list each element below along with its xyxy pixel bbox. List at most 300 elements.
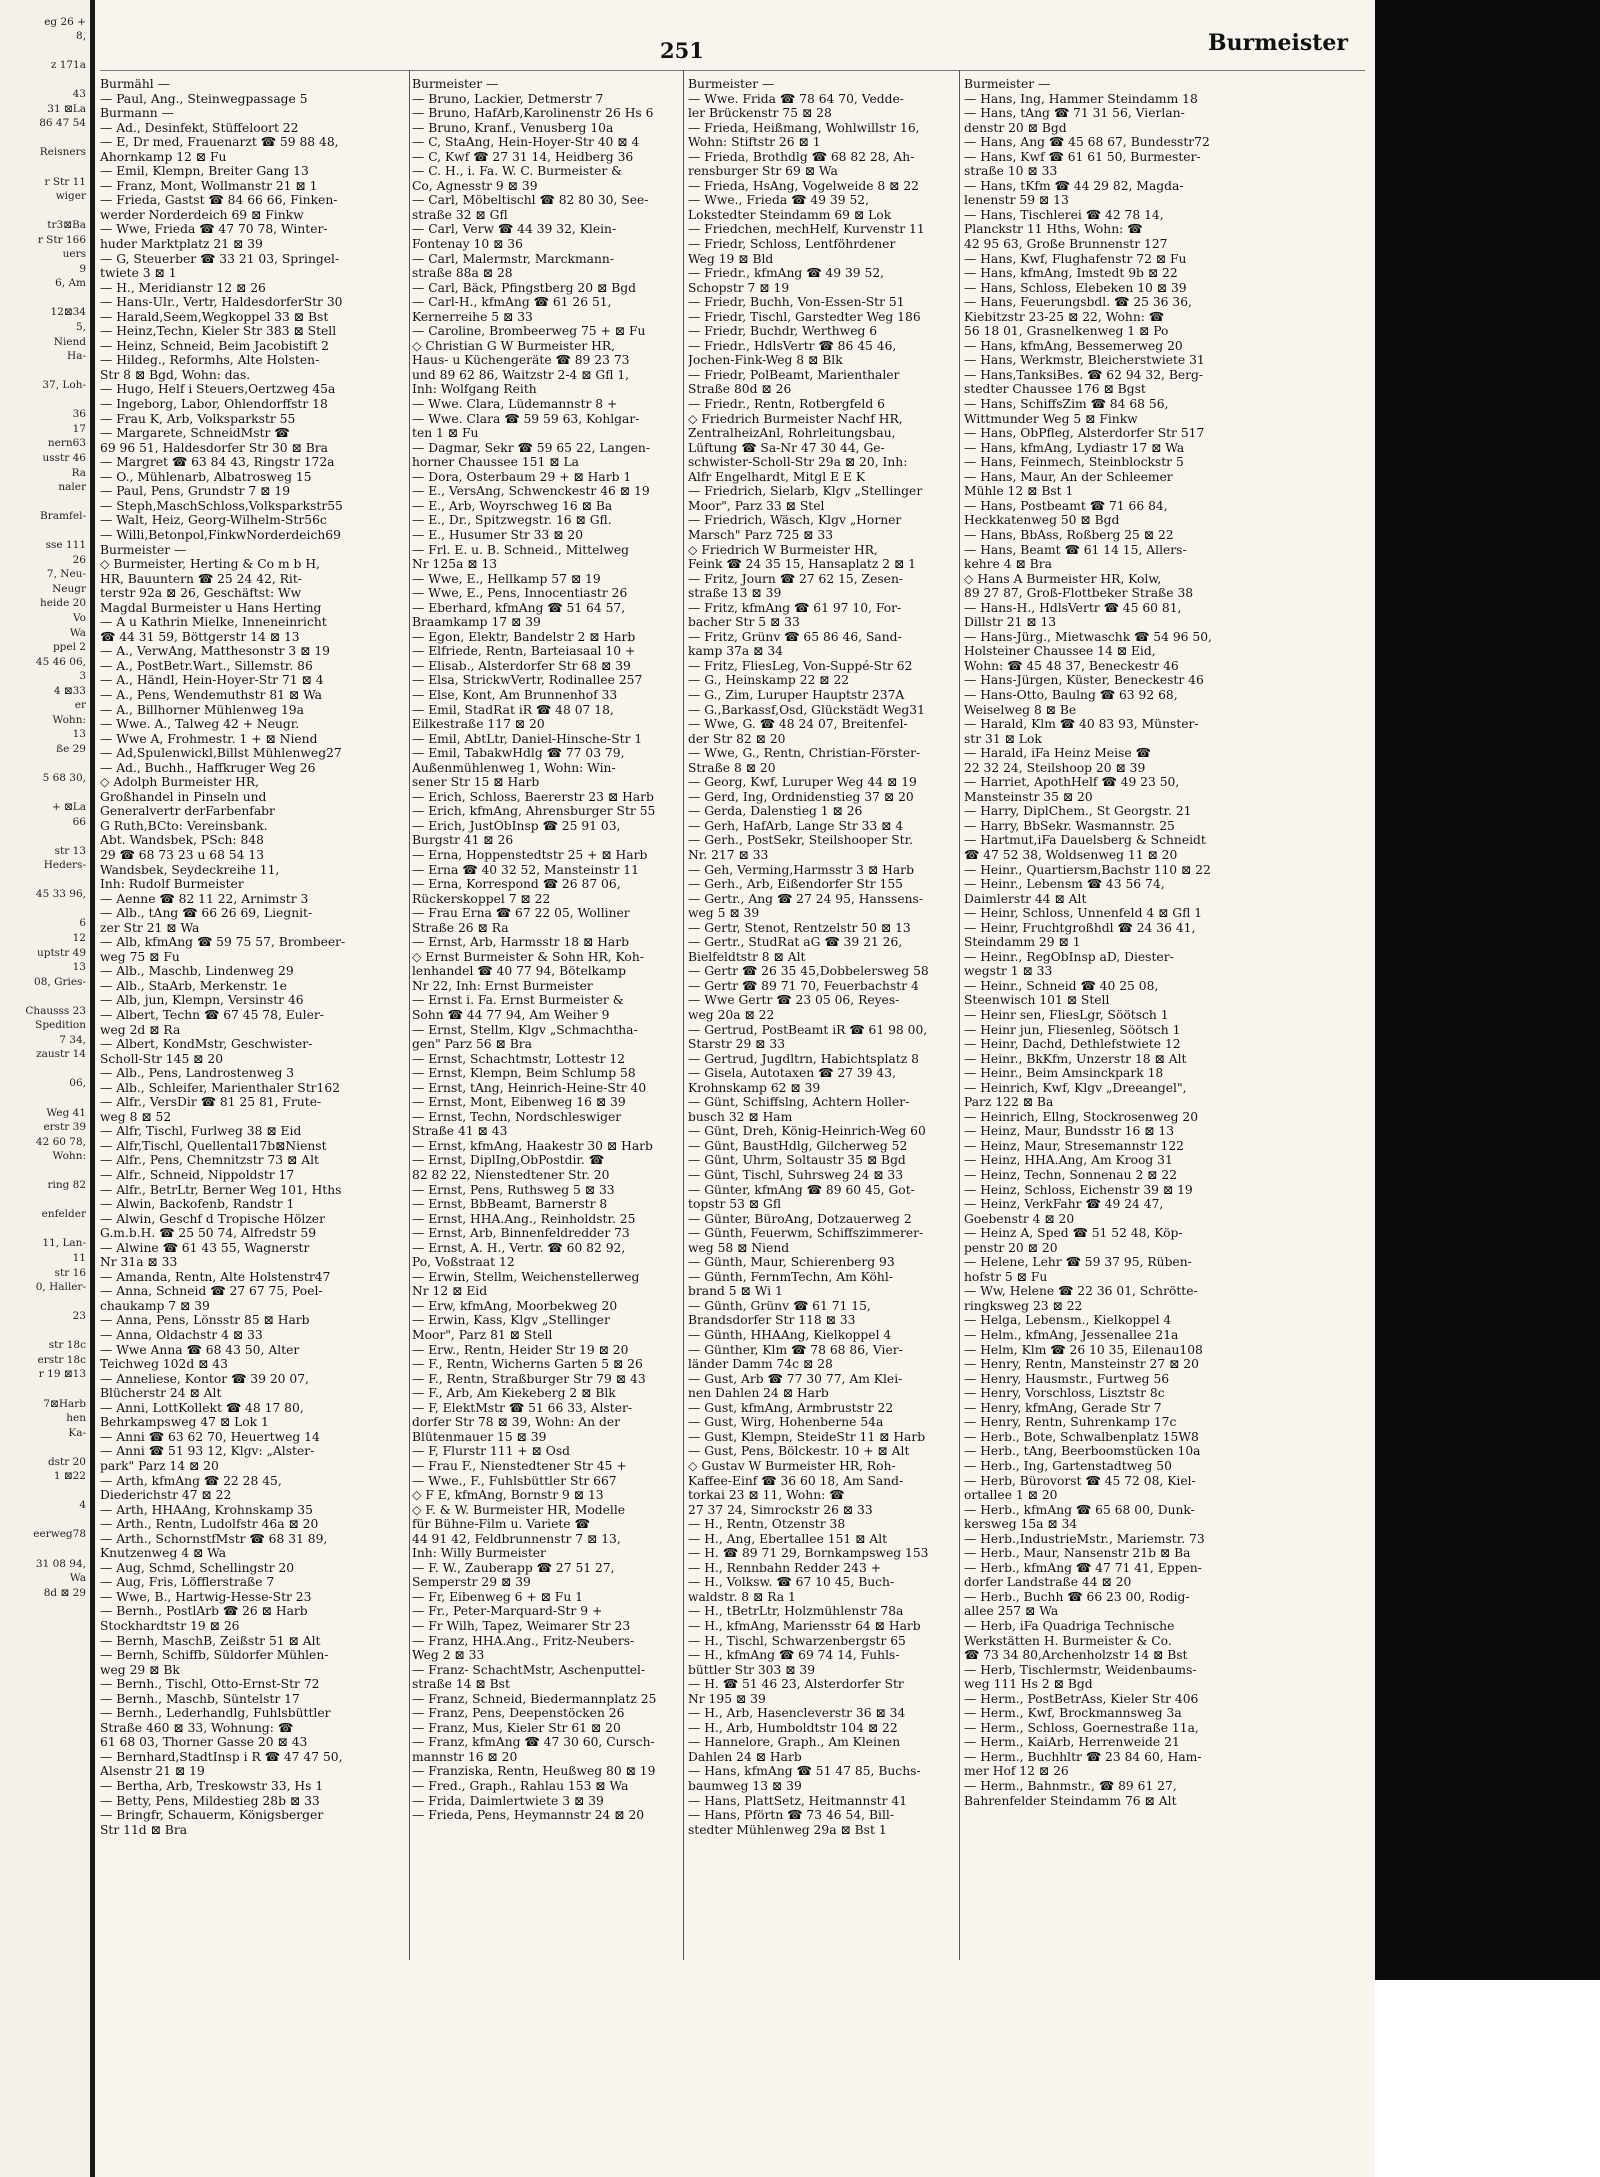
header-rule (100, 70, 1365, 71)
gutter-text-fragment: ring 82 (47, 1179, 86, 1192)
directory-entry-line: — Herm., PostBetrAss, Kieler Str 406 (964, 1691, 1199, 1706)
directory-entry-line: — Herb., Buchh ☎ 66 23 00, Rodig- (964, 1589, 1190, 1604)
directory-entry-line: — Hans, PlattSetz, Heitmannstr 41 (688, 1793, 908, 1808)
directory-entry-line: Rückerskoppel 7 ⊠ 22 (412, 891, 551, 906)
directory-entry-line: — Fr., Peter-Marquard-Str 9 + (412, 1604, 603, 1619)
directory-entry-line: werder Norderdeich 69 ⊠ Finkw (100, 207, 304, 222)
directory-entry-line: Lüftung ☎ Sa-Nr 47 30 44, Ge- (688, 440, 885, 455)
directory-entry-line: Str 8 ⊠ Bgd, Wohn: das. (100, 367, 251, 382)
gutter-text-fragment: 8, (75, 30, 86, 43)
directory-entry-line: — H., Volksw. ☎ 67 10 45, Buch- (688, 1575, 895, 1590)
directory-entry-line: — H., kfmAng, Mariensstr 64 ⊠ Harb (688, 1618, 921, 1633)
gutter-text-fragment: eg 26 + (44, 15, 86, 28)
directory-entry-line: — F. W., Zauberapp ☎ 27 51 27, (412, 1560, 615, 1575)
directory-entry-line: — Wwe Gertr ☎ 23 05 06, Reyes- (688, 993, 900, 1008)
directory-entry-line: ◇ Hans A Burmeister HR, Kolw, (964, 571, 1162, 586)
gutter-text-fragment (0, 1484, 90, 1499)
gutter-text-fragment: 7⊠Harb (43, 1397, 86, 1410)
directory-entry-line: Burmeister — (100, 542, 187, 557)
directory-entry-line: — Herm., KaiArb, Herrenweide 21 (964, 1735, 1180, 1750)
directory-entry-line: — Harry, DiplChem., St Georgstr. 21 (964, 804, 1192, 819)
gutter-text-fragment: Wa (69, 626, 86, 639)
directory-entry-line: — Wwe A, Frohmestr. 1 + ⊠ Niend (100, 731, 318, 746)
directory-entry-line: — Helga, Lebensm., Kielkoppel 4 (964, 1313, 1172, 1328)
directory-entry-line: — Günt, BaustHdlg, Gilcherweg 52 (688, 1138, 908, 1153)
directory-entry-line: Kaffee-Einf ☎ 36 60 18, Am Sand- (688, 1473, 904, 1488)
directory-entry-line: Kiebitzstr 23-25 ⊠ 22, Wohn: ☎ (964, 309, 1165, 324)
directory-entry-line: — Herb., Ing, Gartenstadtweg 50 (964, 1458, 1172, 1473)
directory-entry-line: Steenwisch 101 ⊠ Stell (964, 993, 1110, 1008)
directory-entry-line: — Franz, kfmAng ☎ 47 30 60, Cursch- (412, 1735, 655, 1750)
directory-entry-line: — Frau Erna ☎ 67 22 05, Wolliner (412, 906, 630, 921)
directory-entry-line: — Wwe, Frieda ☎ 47 70 78, Winter- (100, 222, 328, 237)
directory-entry-line: Scholl-Str 145 ⊠ 20 (100, 1051, 224, 1066)
directory-entry-line: — Günt, Tischl, Suhrsweg 24 ⊠ 33 (688, 1168, 904, 1183)
directory-entry-line: — Gertr ☎ 89 71 70, Feuerbachstr 4 (688, 978, 919, 993)
gutter-text-fragment: 45 33 96, (35, 888, 86, 901)
directory-entry-line: — Alfr, Tischl, Furlweg 38 ⊠ Eid (100, 1124, 302, 1139)
directory-entry-line: Starstr 29 ⊠ 33 (688, 1037, 786, 1052)
directory-entry-line: Burmeister — (964, 77, 1051, 91)
gutter-text-fragment: 36 (72, 408, 86, 421)
directory-entry-line: — Herm., Kwf, Brockmannsweg 3a (964, 1706, 1182, 1721)
directory-entry-line: twiete 3 ⊠ 1 (100, 266, 177, 281)
directory-entry-line: — Heinz A, Sped ☎ 51 52 48, Köp- (964, 1226, 1183, 1241)
directory-entry-line: — Friedr, Buchh, Von-Essen-Str 51 (688, 295, 905, 310)
directory-entry-line: allee 257 ⊠ Wa (964, 1604, 1059, 1619)
directory-entry-line: — Bruno, Lackier, Detmerstr 7 (412, 91, 604, 106)
directory-entry-line: chaukamp 7 ⊠ 39 (100, 1298, 210, 1313)
directory-entry-line: — Fritz, FliesLeg, Von-Suppé-Str 62 (688, 658, 913, 673)
gutter-text-fragment (0, 1295, 90, 1310)
gutter-text-fragment: 6, Am (55, 277, 86, 290)
directory-entry-line: — Frieda, Heißmang, Wohlwillstr 16, (688, 120, 920, 135)
directory-entry-line: — Günth, HHAAng, Kielkoppel 4 (688, 1328, 892, 1343)
directory-entry-line: denstr 20 ⊠ Bgd (964, 120, 1067, 135)
gutter-text-fragment: 23 (72, 1310, 86, 1323)
directory-entry-line: — Hans-Jürgen, Küster, Beneckestr 46 (964, 673, 1204, 688)
directory-entry-line: — Helm., kfmAng, Jessenallee 21a (964, 1328, 1179, 1343)
directory-entry-line: — Gerh., PostSekr, Steilshooper Str. (688, 833, 914, 848)
directory-entry-line: — Anna, Oldachstr 4 ⊠ 33 (100, 1328, 263, 1343)
directory-entry-line: — Bernh, Schiffb, Süldorfer Mühlen- (100, 1648, 329, 1663)
gutter-text-fragment: 86 47 54 (39, 117, 86, 130)
gutter-text-fragment: 45 46 06, (35, 655, 86, 668)
directory-entry-line: — Alb., Maschb, Lindenweg 29 (100, 964, 294, 979)
directory-entry-line: — Wwe. Clara, Lüdemannstr 8 + (412, 397, 618, 412)
directory-entry-line: penstr 20 ⊠ 20 (964, 1240, 1058, 1255)
directory-entry-line: — Wwe, E., Pens, Innocentiastr 26 (412, 586, 628, 601)
gutter-text-fragment: Vo (73, 611, 86, 624)
directory-entry-line: — Alfr,Tischl, Quellental17b⊠Nienst (100, 1138, 327, 1153)
directory-entry-line: — Hans, ObPfleg, Alsterdorfer Str 517 (964, 426, 1205, 441)
directory-entry-line: — Frau K, Arb, Volksparkstr 55 (100, 411, 296, 426)
directory-entry-line: — H. ☎ 51 46 23, Alsterdorfer Str (688, 1677, 904, 1692)
gutter-text-fragment: 3 (79, 670, 86, 683)
directory-entry-line: — Ad., Desinfekt, Stüffeloort 22 (100, 120, 299, 135)
directory-entry-line: weg 2d ⊠ Ra (100, 1022, 181, 1037)
directory-entry-line: — Margret ☎ 63 84 43, Ringstr 172a (100, 455, 335, 470)
directory-entry-line: 22 32 24, Steilshoop 20 ⊠ 39 (964, 760, 1146, 775)
gutter-text-fragment (0, 495, 90, 510)
gutter-text-fragment: 8d ⊠ 29 (43, 1586, 86, 1599)
directory-entry-line: — Else, Kont, Am Brunnenhof 33 (412, 687, 618, 702)
directory-entry-line: — Carl, Möbeltischl ☎ 82 80 30, See- (412, 193, 649, 208)
directory-entry-line: — Friedrich, Sielarb, Klgv „Stellinger (688, 484, 923, 499)
directory-entry-line: 89 27 87, Groß-Flottbeker Straße 38 (964, 586, 1194, 601)
gutter-text-fragment: erstr 39 (43, 1121, 86, 1134)
gutter-text-fragment: uers (62, 248, 86, 261)
directory-column (688, 77, 958, 1957)
directory-entry-line: Außenmühlenweg 1, Wohn: Win- (412, 760, 616, 775)
directory-entry-line: — Hartmut,iFa Dauelsberg & Schneidt (964, 833, 1206, 848)
directory-entry-line: — Franz, Mont, Wollmanstr 21 ⊠ 1 (100, 178, 318, 193)
directory-entry-line: — Heinz, Maur, Bundsstr 16 ⊠ 13 (964, 1124, 1175, 1139)
gutter-text-fragment: 42 60 78, (35, 1135, 86, 1148)
directory-entry-line: — Emil, Klempn, Breiter Gang 13 (100, 164, 309, 179)
directory-entry-line: — Fritz, Grünv ☎ 65 86 46, Sand- (688, 629, 902, 644)
directory-entry-line: — Wwe, E., Hellkamp 57 ⊠ 19 (412, 571, 601, 586)
directory-entry-line: — Fr Wilh, Tapez, Weimarer Str 23 (412, 1618, 631, 1633)
page-header (100, 30, 1360, 68)
directory-entry-line: — Hans, Pförtn ☎ 73 46 54, Bill- (688, 1808, 894, 1823)
directory-entry-line: Nr 31a ⊠ 33 (100, 1255, 178, 1270)
directory-entry-line: ◇ F E, kfmAng, Bornstr 9 ⊠ 13 (412, 1488, 604, 1503)
directory-entry-line: — Carl, Verw ☎ 44 39 32, Klein- (412, 222, 617, 237)
directory-entry-line: Mühle 12 ⊠ Bst 1 (964, 484, 1074, 499)
gutter-text-fragment: Spedition (35, 1019, 86, 1032)
directory-entry-line: ringksweg 23 ⊠ 22 (964, 1298, 1083, 1313)
directory-entry-line: — Alfr., Pens, Chemnitzstr 73 ⊠ Alt (100, 1153, 319, 1168)
gutter-text-fragment: Neugr (52, 582, 86, 595)
directory-entry-line: — Anna, Schneid ☎ 27 67 75, Poel- (100, 1284, 323, 1299)
gutter-text-fragment: 1 ⊠22 (53, 1470, 86, 1483)
directory-entry-line: — Frieda, HsAng, Vogelweide 8 ⊠ 22 (688, 178, 919, 193)
directory-entry-line: — Herb., kfmAng ☎ 65 68 00, Dunk- (964, 1502, 1195, 1517)
gutter-text-fragment: r Str 11 (44, 175, 86, 188)
directory-entry-line: — A., Pens, Wendemuthstr 81 ⊠ Wa (100, 687, 322, 702)
directory-entry-line: — Friedr, Tischl, Garstedter Weg 186 (688, 309, 921, 324)
directory-entry-line: — G, Steuerber ☎ 33 21 03, Springel- (100, 251, 340, 266)
directory-entry-line: — Wwe., Frieda ☎ 49 39 52, (688, 193, 870, 208)
directory-entry-line: — Hans, kfmAng ☎ 51 47 85, Buchs- (688, 1764, 921, 1779)
directory-entry-line: Behrkampsweg 47 ⊠ Lok 1 (100, 1415, 269, 1430)
directory-entry-line: mer Hof 12 ⊠ 26 (964, 1764, 1069, 1779)
directory-entry-line: — Gerh, HafArb, Lange Str 33 ⊠ 4 (688, 818, 904, 833)
directory-entry-line: — Herb, Bürovorst ☎ 45 72 08, Kiel- (964, 1473, 1196, 1488)
directory-entry-line: weg 8 ⊠ 52 (100, 1109, 172, 1124)
gutter-text-fragment: 43 (72, 88, 86, 101)
directory-entry-line: ◇ Christian G W Burmeister HR, (412, 338, 616, 353)
gutter-text-fragment (0, 1091, 90, 1106)
directory-entry-line: — Gisela, Autotaxen ☎ 27 39 43, (688, 1066, 896, 1081)
directory-entry-line: baumweg 13 ⊠ 39 (688, 1778, 802, 1793)
directory-entry-line: — Günth, Grünv ☎ 61 71 15, (688, 1298, 871, 1313)
directory-entry-line: Blücherstr 24 ⊠ Alt (100, 1386, 222, 1401)
directory-entry-line: — Alb., Pens, Landrostenweg 3 (100, 1066, 295, 1081)
directory-entry-line: — Ernst, Mont, Eibenweg 16 ⊠ 39 (412, 1095, 626, 1110)
directory-entry-line: — H., Meridianstr 12 ⊠ 26 (100, 280, 266, 295)
directory-entry-line: Wohn: ☎ 45 48 37, Beneckestr 46 (964, 658, 1179, 673)
directory-column (412, 77, 682, 1957)
directory-entry-line: Weg 2 ⊠ 33 (412, 1648, 485, 1663)
directory-entry-line: — Heinz, Techn, Sonnenau 2 ⊠ 22 (964, 1168, 1178, 1183)
directory-entry-line: Heckkatenweg 50 ⊠ Bgd (964, 513, 1120, 528)
gutter-text-fragment: str 13 (54, 844, 86, 857)
directory-entry-line: Nr. 217 ⊠ 33 (688, 847, 769, 862)
directory-entry-line: kehre 4 ⊠ Bra (964, 557, 1052, 572)
directory-entry-line: — Wwe. A., Talweg 42 + Neugr. (100, 717, 300, 732)
directory-entry-line: — Gertrud, Jugdltrn, Habichtsplatz 8 (688, 1051, 919, 1066)
directory-entry-line: ◇ Ernst Burmeister & Sohn HR, Koh- (412, 949, 644, 964)
directory-entry-line: — Frl. E. u. B. Schneid., Mittelweg (412, 542, 630, 557)
directory-entry-line: Generalvertr derFarbenfabr (100, 804, 275, 819)
directory-entry-line: — Hans, Tischlerei ☎ 42 78 14, (964, 207, 1164, 222)
directory-entry-line: hofstr 5 ⊠ Fu (964, 1269, 1048, 1284)
directory-entry-line: — Arth., SchornstfMstr ☎ 68 31 89, (100, 1531, 328, 1546)
gutter-text-fragment: 5 68 30, (42, 771, 86, 784)
directory-entry-line: Dahlen 24 ⊠ Harb (688, 1749, 802, 1764)
directory-entry-line: — Günt, Uhrm, Soltaustr 35 ⊠ Bgd (688, 1153, 906, 1168)
directory-entry-line: — Hans, Beamt ☎ 61 14 15, Allers- (964, 542, 1187, 557)
directory-entry-line: Steindamm 29 ⊠ 1 (964, 935, 1081, 950)
directory-entry-line: — Wwe., F., Fuhlsbüttler Str 667 (412, 1473, 617, 1488)
directory-entry-line: — Gertr, Stenot, Rentzelstr 50 ⊠ 13 (688, 920, 911, 935)
directory-entry-line: mannstr 16 ⊠ 20 (412, 1749, 518, 1764)
gutter-text-fragment (0, 393, 90, 408)
directory-entry-line: lenenstr 59 ⊠ 13 (964, 193, 1069, 208)
directory-entry-line: — Fritz, kfmAng ☎ 61 97 10, For- (688, 600, 902, 615)
directory-entry-line: — Betty, Pens, Mildestieg 28b ⊠ 33 (100, 1793, 320, 1808)
directory-entry-line: — F., Rentn, Wicherns Garten 5 ⊠ 26 (412, 1357, 643, 1372)
directory-entry-line: stedter Mühlenweg 29a ⊠ Bst 1 (688, 1822, 887, 1837)
running-head: Burmeister (1208, 30, 1348, 56)
directory-entry-line: Kernerreihe 5 ⊠ 33 (412, 309, 533, 324)
directory-entry-line: Daimlerstr 44 ⊠ Alt (964, 891, 1087, 906)
gutter-text-fragment (0, 786, 90, 801)
directory-entry-line: — Gertr ☎ 26 35 45,Dobbelersweg 58 (688, 964, 929, 979)
directory-column (100, 77, 404, 1957)
directory-entry-line: — Albert, Techn ☎ 67 45 78, Euler- (100, 1008, 324, 1022)
directory-entry-line: Diederichstr 47 ⊠ 22 (100, 1488, 232, 1503)
directory-entry-line: — Gerda, Dalenstieg 1 ⊠ 26 (688, 804, 863, 819)
directory-entry-line: — Bernh., Maschb, Süntelstr 17 (100, 1691, 300, 1706)
directory-entry-line: Straße 41 ⊠ 43 (412, 1124, 508, 1139)
directory-entry-line: — Egon, Elektr, Bandelstr 2 ⊠ Harb (412, 629, 636, 644)
directory-entry-line: — Bernh., Lederhandlg, Fuhlsbüttler (100, 1706, 331, 1721)
directory-entry-line: — Georg, Kwf, Luruper Weg 44 ⊠ 19 (688, 775, 917, 790)
directory-entry-line: 29 ☎ 68 73 23 u 68 54 13 (100, 847, 265, 862)
directory-entry-line: ◇ Friedrich Burmeister Nachf HR, (688, 411, 903, 426)
directory-entry-line: — A u Kathrin Mielke, Inneneinricht (100, 615, 327, 630)
directory-entry-line: gen" Parz 56 ⊠ Bra (412, 1037, 532, 1052)
directory-entry-line: — Franz, Pens, Deepenstöcken 26 (412, 1706, 625, 1721)
gutter-text-fragment (0, 1542, 90, 1557)
directory-entry-line: Straße 26 ⊠ Ra (412, 920, 509, 935)
directory-entry-line: — Hans, Feinmech, Steinblockstr 5 (964, 455, 1184, 470)
directory-entry-line: — Frida, Daimlertwiete 3 ⊠ 39 (412, 1793, 604, 1808)
directory-entry-line: — Elisab., Alsterdorfer Str 68 ⊠ 39 (412, 658, 631, 673)
directory-entry-line: busch 32 ⊠ Ham (688, 1109, 793, 1124)
directory-entry-line: str 31 ⊠ Lok (964, 731, 1042, 746)
gutter-text-fragment: 0, Haller- (35, 1281, 86, 1294)
directory-entry-line: Teichweg 102d ⊠ 43 (100, 1357, 228, 1372)
gutter-text-fragment: sse 111 (45, 539, 86, 552)
gutter-text-fragment (0, 902, 90, 917)
directory-entry-line: — Ad,Spulenwickl,Billst Mühlenweg27 (100, 746, 342, 761)
directory-entry-line: ◇ Friedrich W Burmeister HR, (688, 542, 878, 557)
directory-entry-line: — Frieda, Brothdlg ☎ 68 82 28, Ah- (688, 149, 915, 164)
gutter-text-fragment: 26 (72, 553, 86, 566)
directory-entry-line: Wandsbek, Seydeckreihe 11, (100, 862, 280, 877)
directory-entry-line: — Ernst, Schachtmstr, Lottestr 12 (412, 1051, 626, 1066)
directory-entry-line: — Steph,MaschSchloss,Volksparkstr55 (100, 498, 343, 513)
gutter-text-fragment: 12 (72, 932, 86, 944)
directory-entry-line: — A., Billhorner Mühlenweg 19a (100, 702, 304, 717)
directory-entry-line: — Ernst, Stellm, Klgv „Schmachtha- (412, 1022, 638, 1037)
directory-entry-line: — Friedr, Schloss, Lentföhrdener (688, 237, 896, 252)
directory-entry-line: ☎ 73 34 80,Archenholzstr 14 ⊠ Bst (964, 1648, 1188, 1663)
directory-entry-line: — Alb, kfmAng ☎ 59 75 57, Brombeer- (100, 935, 346, 950)
directory-entry-line: huder Marktplatz 21 ⊠ 39 (100, 237, 263, 252)
directory-entry-line: Schopstr 7 ⊠ 19 (688, 280, 790, 295)
directory-entry-line: — Hans, Ang ☎ 45 68 67, Bundesstr72 (964, 135, 1210, 150)
directory-entry-line: — Wwe Anna ☎ 68 43 50, Alter (100, 1342, 300, 1357)
scan-background-edge (1375, 0, 1600, 1980)
directory-entry-line: — Heinr, Dachd, Dethlefstwiete 12 (964, 1037, 1181, 1052)
directory-entry-line: — Anneliese, Kontor ☎ 39 20 07, (100, 1371, 309, 1386)
gutter-text-fragment: 4 (79, 1499, 86, 1512)
gutter-text-fragment: str 18c (48, 1339, 86, 1352)
page-number: 251 (660, 38, 704, 63)
directory-entry-line: — Henry, Rentn, Suhrenkamp 17c (964, 1415, 1177, 1430)
gutter-text-fragment: 12⊠34 (50, 306, 86, 319)
directory-entry-line: topstr 53 ⊠ Gfl (688, 1197, 782, 1212)
directory-entry-line: — O., Mühlenarb, Albatrosweg 15 (100, 469, 312, 484)
directory-entry-line: — G., Zim, Luruper Hauptstr 237A (688, 687, 905, 702)
directory-entry-line: — Herb., tAng, Beerboomstücken 10a (964, 1444, 1201, 1459)
directory-entry-line: — Erich, JustObInsp ☎ 25 91 03, (412, 818, 621, 833)
directory-entry-line: — Ernst, DiplIng,ObPostdir. ☎ (412, 1153, 605, 1168)
gutter-text-fragment: heide 20 (40, 597, 86, 610)
directory-entry-line: — Helene, Lehr ☎ 59 37 95, Rüben- (964, 1255, 1192, 1270)
directory-entry-line: — Günth, FernmTechn, Am Köhl- (688, 1269, 893, 1284)
gutter-text-fragment: nern63 (47, 437, 86, 450)
directory-entry-line: — Hans, kfmAng, Lydiastr 17 ⊠ Wa (964, 440, 1185, 455)
directory-entry-line: — Hans, Feuerungsbdl. ☎ 25 36 36, (964, 295, 1192, 310)
directory-entry-line: — Anni ☎ 51 93 12, Klgv: „Alster- (100, 1444, 315, 1459)
directory-entry-line: Alfr Engelhardt, Mitgl E E K (688, 469, 866, 484)
directory-entry-line: — Henry, Vorschloss, Lisztstr 8c (964, 1386, 1165, 1401)
directory-entry-line: — Bernh., Tischl, Otto-Ernst-Str 72 (100, 1677, 320, 1692)
directory-entry-line: — Amanda, Rentn, Alte Holstenstr47 (100, 1269, 331, 1284)
directory-entry-line: waldstr. 8 ⊠ Ra 1 (688, 1589, 796, 1604)
directory-entry-line: — Ernst, Techn, Nordschleswiger (412, 1109, 622, 1124)
gutter-text-fragment (0, 204, 90, 219)
directory-entry-line: — Hans, Postbeamt ☎ 71 66 84, (964, 498, 1168, 513)
gutter-text-fragment: z 171a (50, 59, 86, 72)
directory-entry-line: — Heinrich, Ellng, Stockrosenweg 20 (964, 1109, 1199, 1124)
directory-entry-line: — H., Rennbahn Redder 243 + (688, 1560, 882, 1575)
directory-entry-line: — Frieda, Pens, Heymannstr 24 ⊠ 20 (412, 1808, 645, 1823)
gutter-text-fragment: Wohn: (52, 1150, 86, 1163)
directory-entry-line: — C. H., i. Fa. W. C. Burmeister & (412, 164, 623, 179)
directory-entry-line: — Dagmar, Sekr ☎ 59 65 22, Langen- (412, 440, 650, 455)
directory-entry-line: Inh: Rudolf Burmeister (100, 877, 244, 892)
gutter-text-fragment (0, 0, 90, 15)
directory-entry-line: — Anni ☎ 63 62 70, Heuertweg 14 (100, 1429, 320, 1444)
directory-entry-line: Ahornkamp 12 ⊠ Fu (100, 149, 227, 164)
gutter-text-fragment: tr3⊠Ba (47, 219, 86, 232)
directory-entry-line: — Hildeg., Reformhs, Alte Holsten- (100, 353, 320, 368)
directory-entry-line: — Erw., Rentn, Heider Str 19 ⊠ 20 (412, 1342, 629, 1357)
directory-entry-line: — Carl, Bäck, Pfingstberg 20 ⊠ Bgd (412, 280, 636, 295)
directory-entry-line: Po, Voßstraat 12 (412, 1255, 515, 1270)
directory-entry-line: länder Damm 74c ⊠ 28 (688, 1357, 833, 1372)
directory-entry-line: weg 111 Hs 2 ⊠ Bgd (964, 1677, 1093, 1692)
directory-entry-line: — Günter, BüroAng, Dotzauerweg 2 (688, 1211, 912, 1226)
directory-entry-line: — Emil, AbtLtr, Daniel-Hinsche-Str 1 (412, 731, 643, 746)
directory-entry-line: 56 18 01, Grasnelkenweg 1 ⊠ Po (964, 324, 1169, 339)
directory-entry-line: — Hans-Otto, Baulng ☎ 63 92 68, (964, 687, 1178, 702)
directory-entry-line: — Heinr, Fruchtgroßhdl ☎ 24 36 41, (964, 920, 1196, 935)
directory-entry-line: — Harald, Klm ☎ 40 83 93, Münster- (964, 717, 1199, 732)
directory-entry-line: — Elsa, StrickwVertr, Rodinallee 257 (412, 673, 643, 688)
directory-entry-line: — F., Rentn, Straßburger Str 79 ⊠ 43 (412, 1371, 646, 1386)
directory-entry-line: Großhandel in Pinseln und (100, 789, 267, 804)
directory-entry-line: — Erna, Hoppenstedtstr 25 + ⊠ Harb (412, 847, 648, 862)
directory-entry-line: G.m.b.H. ☎ 25 50 74, Alfredstr 59 (100, 1226, 317, 1241)
directory-entry-line: — Alb, jun, Klempn, Versinstr 46 (100, 993, 304, 1008)
gutter-text-fragment: 13 (72, 961, 86, 974)
previous-page-gutter (0, 0, 95, 2177)
directory-entry-line: — Erwin, Kass, Klgv „Stellinger (412, 1313, 610, 1328)
directory-entry-line: — Herb., Bote, Schwalbenplatz 15W8 (964, 1429, 1199, 1444)
gutter-text-fragment (0, 1062, 90, 1077)
directory-entry-line: — Gust, kfmAng, Armbruststr 22 (688, 1400, 894, 1415)
directory-entry-line: Burmeister — (412, 77, 499, 91)
directory-entry-line: — E., Husumer Str 33 ⊠ 20 (412, 527, 584, 542)
directory-entry-line: Moor", Parz 81 ⊠ Stell (412, 1328, 553, 1343)
directory-entry-line: — Hans-Ulr., Vertr, HaldesdorferStr 30 (100, 295, 343, 310)
directory-entry-line: — Henry, kfmAng, Gerade Str 7 (964, 1400, 1162, 1415)
directory-entry-line: ◇ Burmeister, Herting & Co m b H, (100, 557, 320, 572)
directory-entry-line: — Heinrich, Kwf, Klgv „Dreeangel", (964, 1080, 1187, 1095)
directory-entry-line: — Fred., Graph., Rahlau 153 ⊠ Wa (412, 1778, 629, 1793)
directory-entry-line: — Bernhard,StadtInsp i R ☎ 47 47 50, (100, 1749, 343, 1764)
gutter-text-fragment: enfelder (41, 1208, 86, 1221)
gutter-text-fragment: wiger (55, 190, 86, 203)
directory-entry-line: — Heinz, Schloss, Eichenstr 39 ⊠ 19 (964, 1182, 1193, 1197)
directory-entry-line: ☎ 44 31 59, Böttgerstr 14 ⊠ 13 (100, 629, 300, 644)
directory-entry-line: — A., Händl, Hein-Hoyer-Str 71 ⊠ 4 (100, 673, 324, 688)
column-rule (409, 70, 410, 1960)
directory-entry-line: — Heinr., Quartiersm,Bachstr 110 ⊠ 22 (964, 862, 1211, 877)
directory-entry-line: bacher Str 5 ⊠ 33 (688, 615, 800, 630)
directory-entry-line: — Alwin, Backofenb, Randstr 1 (100, 1197, 295, 1212)
gutter-text-fragment: er (74, 699, 86, 712)
directory-entry-line: — Wwe. Clara ☎ 59 59 63, Kohlgar- (412, 411, 640, 426)
directory-entry-line: weg 75 ⊠ Fu (100, 949, 180, 964)
directory-entry-line: — Bertha, Arb, Treskowstr 33, Hs 1 (100, 1778, 324, 1793)
directory-entry-line: — H., Arb, Hasencleverstr 36 ⊠ 34 (688, 1706, 906, 1721)
directory-entry-line: — Hans, SchiffsZim ☎ 84 68 56, (964, 397, 1169, 412)
directory-entry-line: 27 37 24, Simrockstr 26 ⊠ 33 (688, 1502, 873, 1517)
directory-entry-line: straße 14 ⊠ Bst (412, 1677, 510, 1692)
directory-entry-line: — Henry, Hausmstr., Furtweg 56 (964, 1371, 1170, 1386)
directory-entry-line: Holsteiner Chaussee 14 ⊠ Eid, (964, 644, 1156, 659)
directory-entry-line: Lokstedter Steindamm 69 ⊠ Lok (688, 207, 892, 222)
